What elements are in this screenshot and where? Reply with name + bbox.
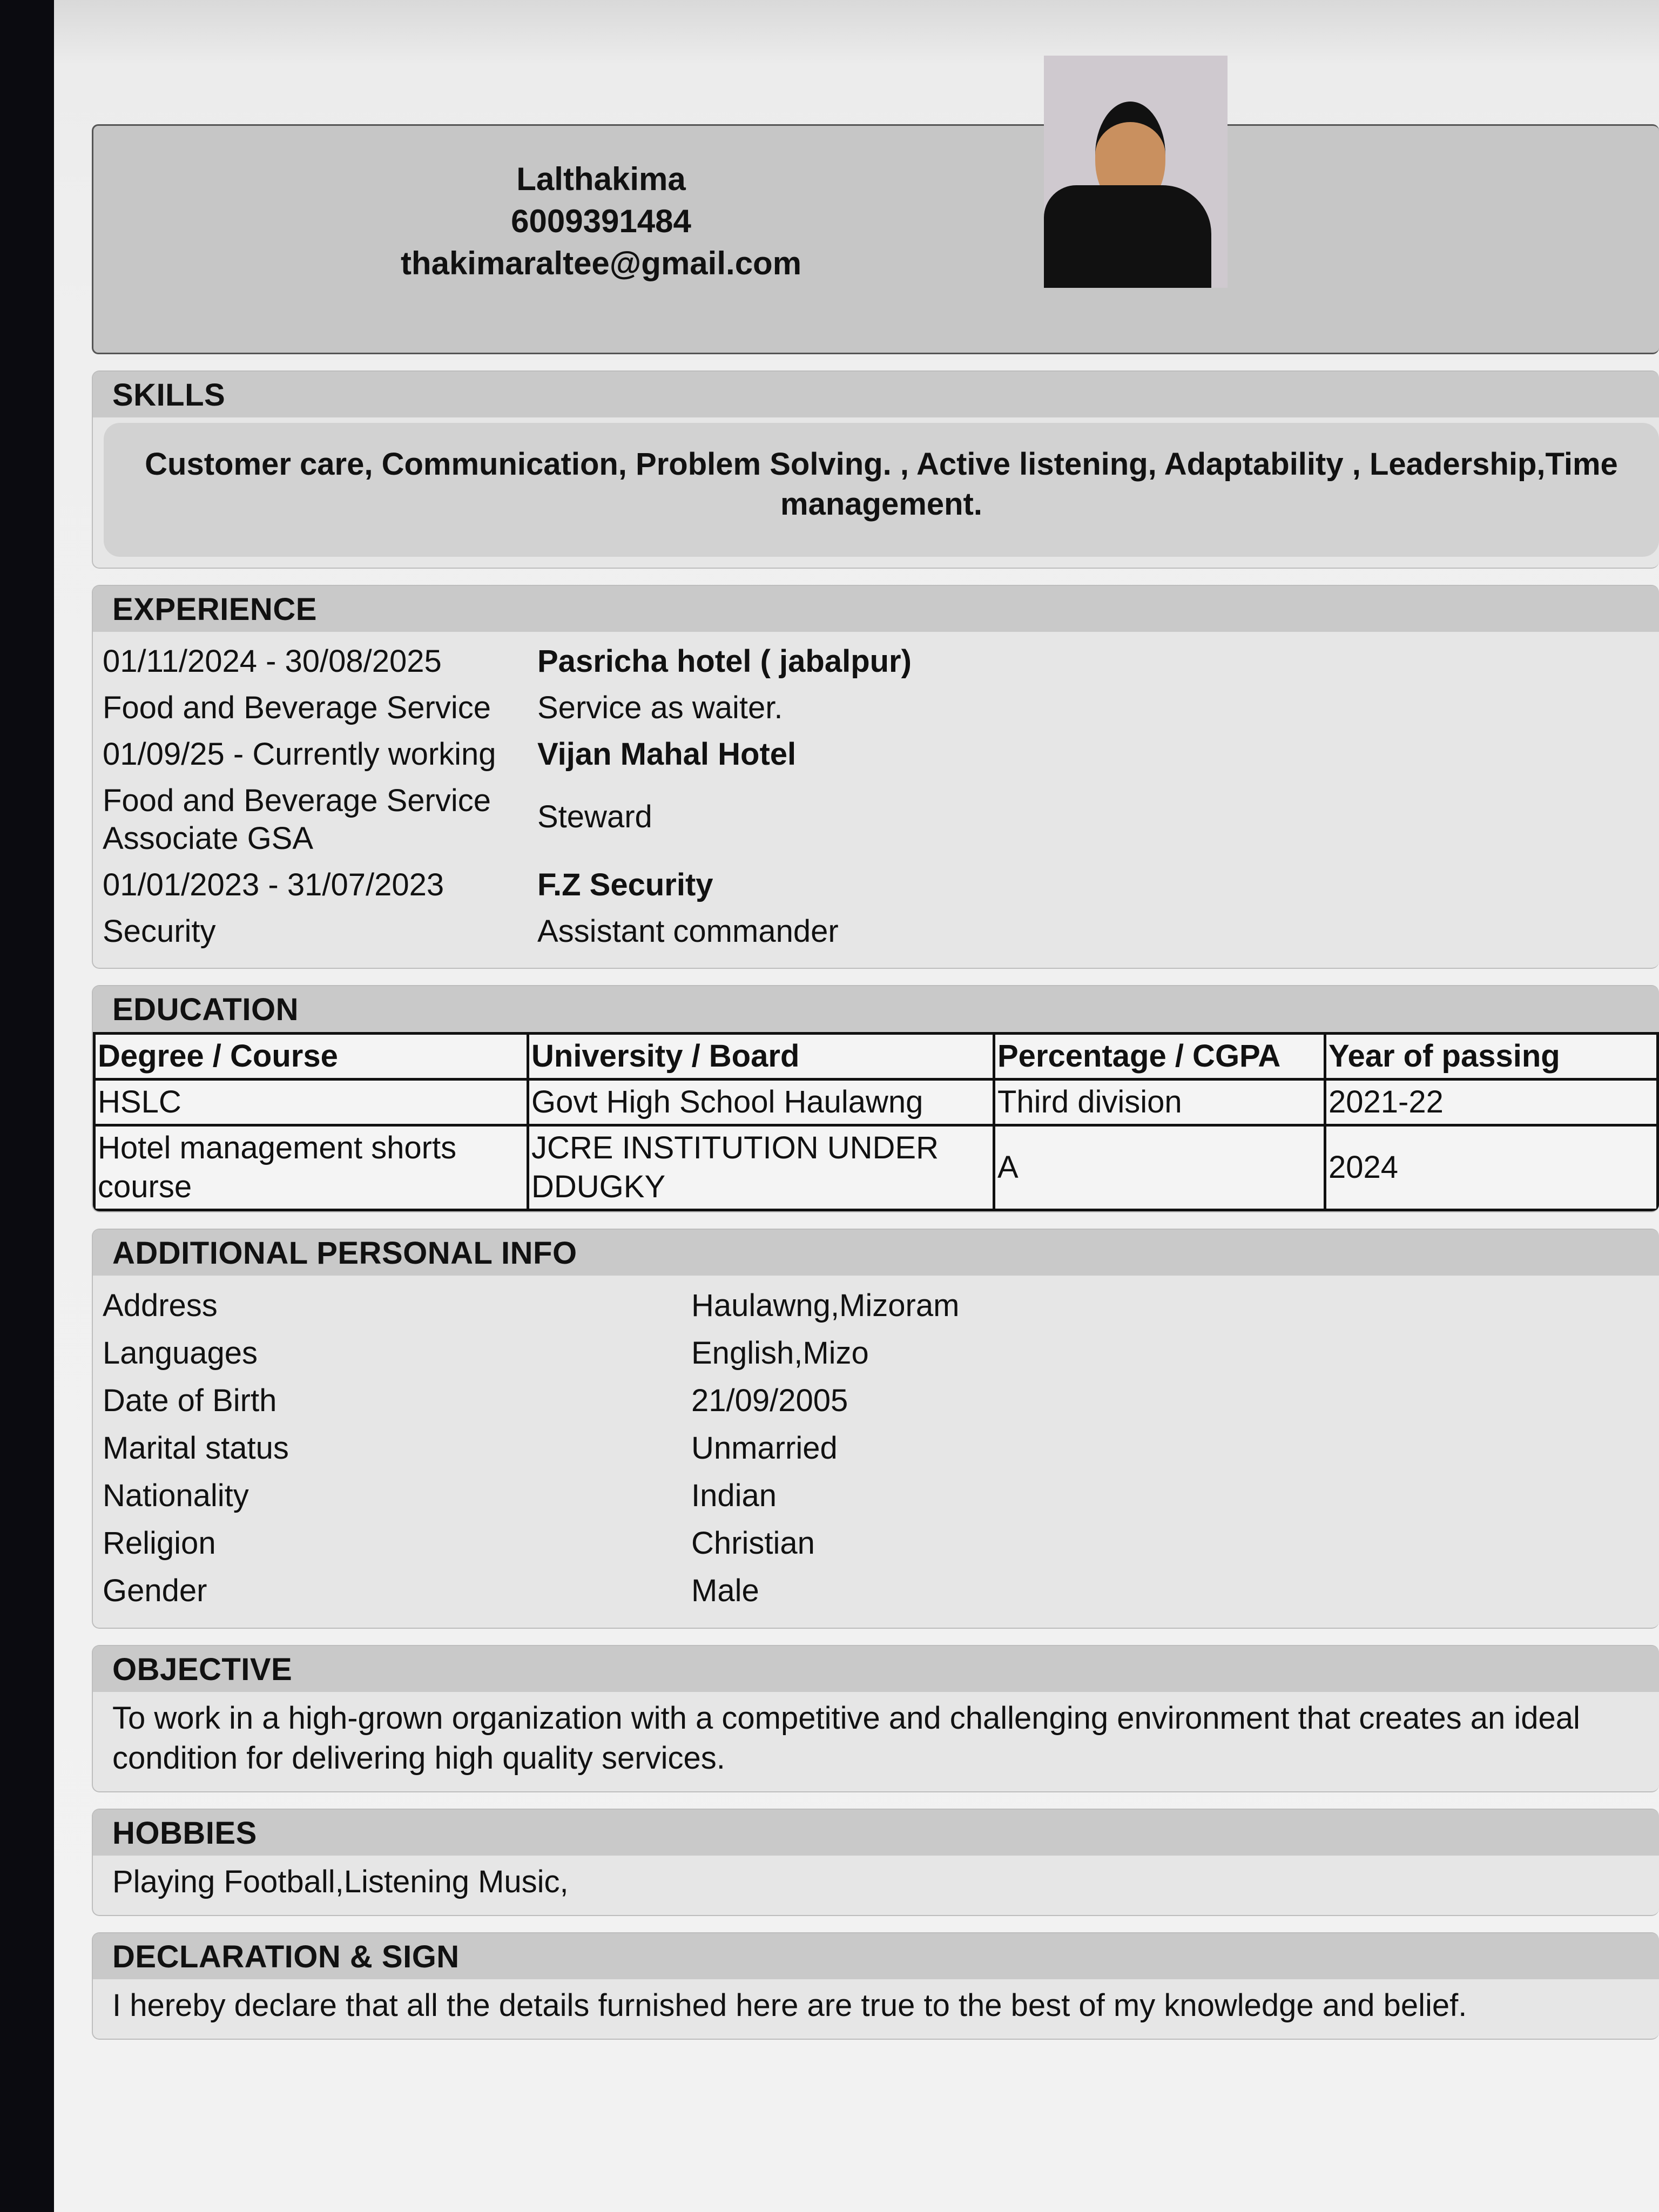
board-cell: Govt High School Haulawng xyxy=(528,1080,994,1125)
experience-row xyxy=(103,778,1649,862)
experience-row xyxy=(103,685,1649,731)
table-row xyxy=(95,1125,1658,1210)
photo-body xyxy=(1044,185,1211,288)
screen xyxy=(54,0,1659,2212)
table-row xyxy=(95,1080,1658,1125)
personal-info-section xyxy=(92,1229,1659,1629)
info-value: Unmarried xyxy=(691,1431,838,1466)
degree-cell: Hotel management shorts course xyxy=(95,1125,528,1210)
skills-title: SKILLS xyxy=(93,372,1659,417)
experience-employer: F.Z Security xyxy=(537,867,713,902)
skills-text: Customer care, Communication, Problem Solving. , Active listening, Adaptability , Leadership,Time management. xyxy=(104,423,1659,557)
contact-block xyxy=(342,158,860,285)
hobbies-body xyxy=(93,1856,1659,1915)
candidate-email: thakimaraltee@gmail.com xyxy=(400,245,802,281)
education-table xyxy=(93,1032,1659,1211)
info-value: Christian xyxy=(691,1526,815,1561)
board-cell: JCRE INSTITUTION UNDER DDUGKY xyxy=(528,1125,994,1210)
experience-title: EXPERIENCE xyxy=(93,586,1659,632)
hobbies-title: HOBBIES xyxy=(93,1810,1659,1856)
info-value: Male xyxy=(691,1573,759,1608)
declaration-text: I hereby declare that all the details furnished here are true to the best of my knowledge and belief. xyxy=(112,1988,1467,2023)
experience-period: 01/09/25 - Currently working xyxy=(103,737,496,772)
education-title: EDUCATION xyxy=(93,986,1659,1032)
experience-row xyxy=(103,862,1649,908)
objective-text: To work in a high-grown organization with a competitive and challenging environment that creates an ideal condition for delivering high quality services. xyxy=(112,1701,1580,1776)
info-label: Religion xyxy=(103,1526,216,1561)
experience-period: 01/01/2023 - 31/07/2023 xyxy=(103,867,444,902)
experience-department: Food and Beverage Service xyxy=(103,690,491,725)
experience-employer: Vijan Mahal Hotel xyxy=(537,737,797,772)
declaration-body xyxy=(93,1979,1659,2039)
info-value: English,Mizo xyxy=(691,1336,869,1371)
info-row xyxy=(93,1282,1649,1330)
header-card xyxy=(92,124,1659,354)
experience-employer: Pasricha hotel ( jabalpur) xyxy=(537,644,912,679)
profile-photo xyxy=(1044,56,1228,288)
experience-body xyxy=(93,632,1659,968)
grade-cell: Third division xyxy=(994,1080,1325,1125)
info-label: Address xyxy=(103,1288,218,1323)
info-value: 21/09/2005 xyxy=(691,1383,848,1418)
info-label: Languages xyxy=(103,1336,258,1371)
info-row xyxy=(93,1330,1649,1377)
column-header: Degree / Course xyxy=(95,1034,528,1080)
experience-row xyxy=(103,731,1649,778)
education-section xyxy=(92,985,1659,1212)
column-header: Percentage / CGPA xyxy=(994,1034,1325,1080)
hobbies-text: Playing Football,Listening Music, xyxy=(112,1864,569,1899)
info-label: Gender xyxy=(103,1573,207,1608)
info-label: Nationality xyxy=(103,1478,249,1513)
resume-page xyxy=(92,32,1659,2040)
experience-section xyxy=(92,585,1659,969)
experience-row xyxy=(103,638,1649,685)
personal-info-title: ADDITIONAL PERSONAL INFO xyxy=(93,1230,1659,1276)
experience-row xyxy=(103,908,1649,955)
experience-role: Service as waiter. xyxy=(537,690,783,725)
column-header: Year of passing xyxy=(1325,1034,1658,1080)
info-row xyxy=(93,1425,1649,1472)
info-row xyxy=(93,1472,1649,1520)
info-value: Haulawng,Mizoram xyxy=(691,1288,960,1323)
skills-section xyxy=(92,370,1659,569)
candidate-name: Lalthakima xyxy=(516,161,686,197)
year-cell: 2024 xyxy=(1325,1125,1658,1210)
column-header: University / Board xyxy=(528,1034,994,1080)
grade-cell: A xyxy=(994,1125,1325,1210)
objective-section xyxy=(92,1645,1659,1792)
info-row xyxy=(93,1520,1649,1567)
year-cell: 2021-22 xyxy=(1325,1080,1658,1125)
personal-info-body xyxy=(93,1276,1659,1628)
candidate-phone: 6009391484 xyxy=(511,203,691,239)
info-value: Indian xyxy=(691,1478,777,1513)
info-label: Date of Birth xyxy=(103,1383,277,1418)
experience-role: Steward xyxy=(537,799,652,834)
education-header-row xyxy=(95,1034,1658,1080)
experience-period: 01/11/2024 - 30/08/2025 xyxy=(103,644,442,679)
objective-title: OBJECTIVE xyxy=(93,1646,1659,1692)
experience-department: Food and Beverage Service Associate GSA xyxy=(103,783,491,856)
experience-role: Assistant commander xyxy=(537,914,839,949)
declaration-title: DECLARATION & SIGN xyxy=(93,1933,1659,1979)
declaration-section xyxy=(92,1932,1659,2040)
degree-cell: HSLC xyxy=(95,1080,528,1125)
experience-department: Security xyxy=(103,914,216,949)
hobbies-section xyxy=(92,1809,1659,1916)
info-row xyxy=(93,1377,1649,1425)
info-row xyxy=(93,1567,1649,1615)
info-label: Marital status xyxy=(103,1431,289,1466)
objective-body xyxy=(93,1692,1659,1791)
